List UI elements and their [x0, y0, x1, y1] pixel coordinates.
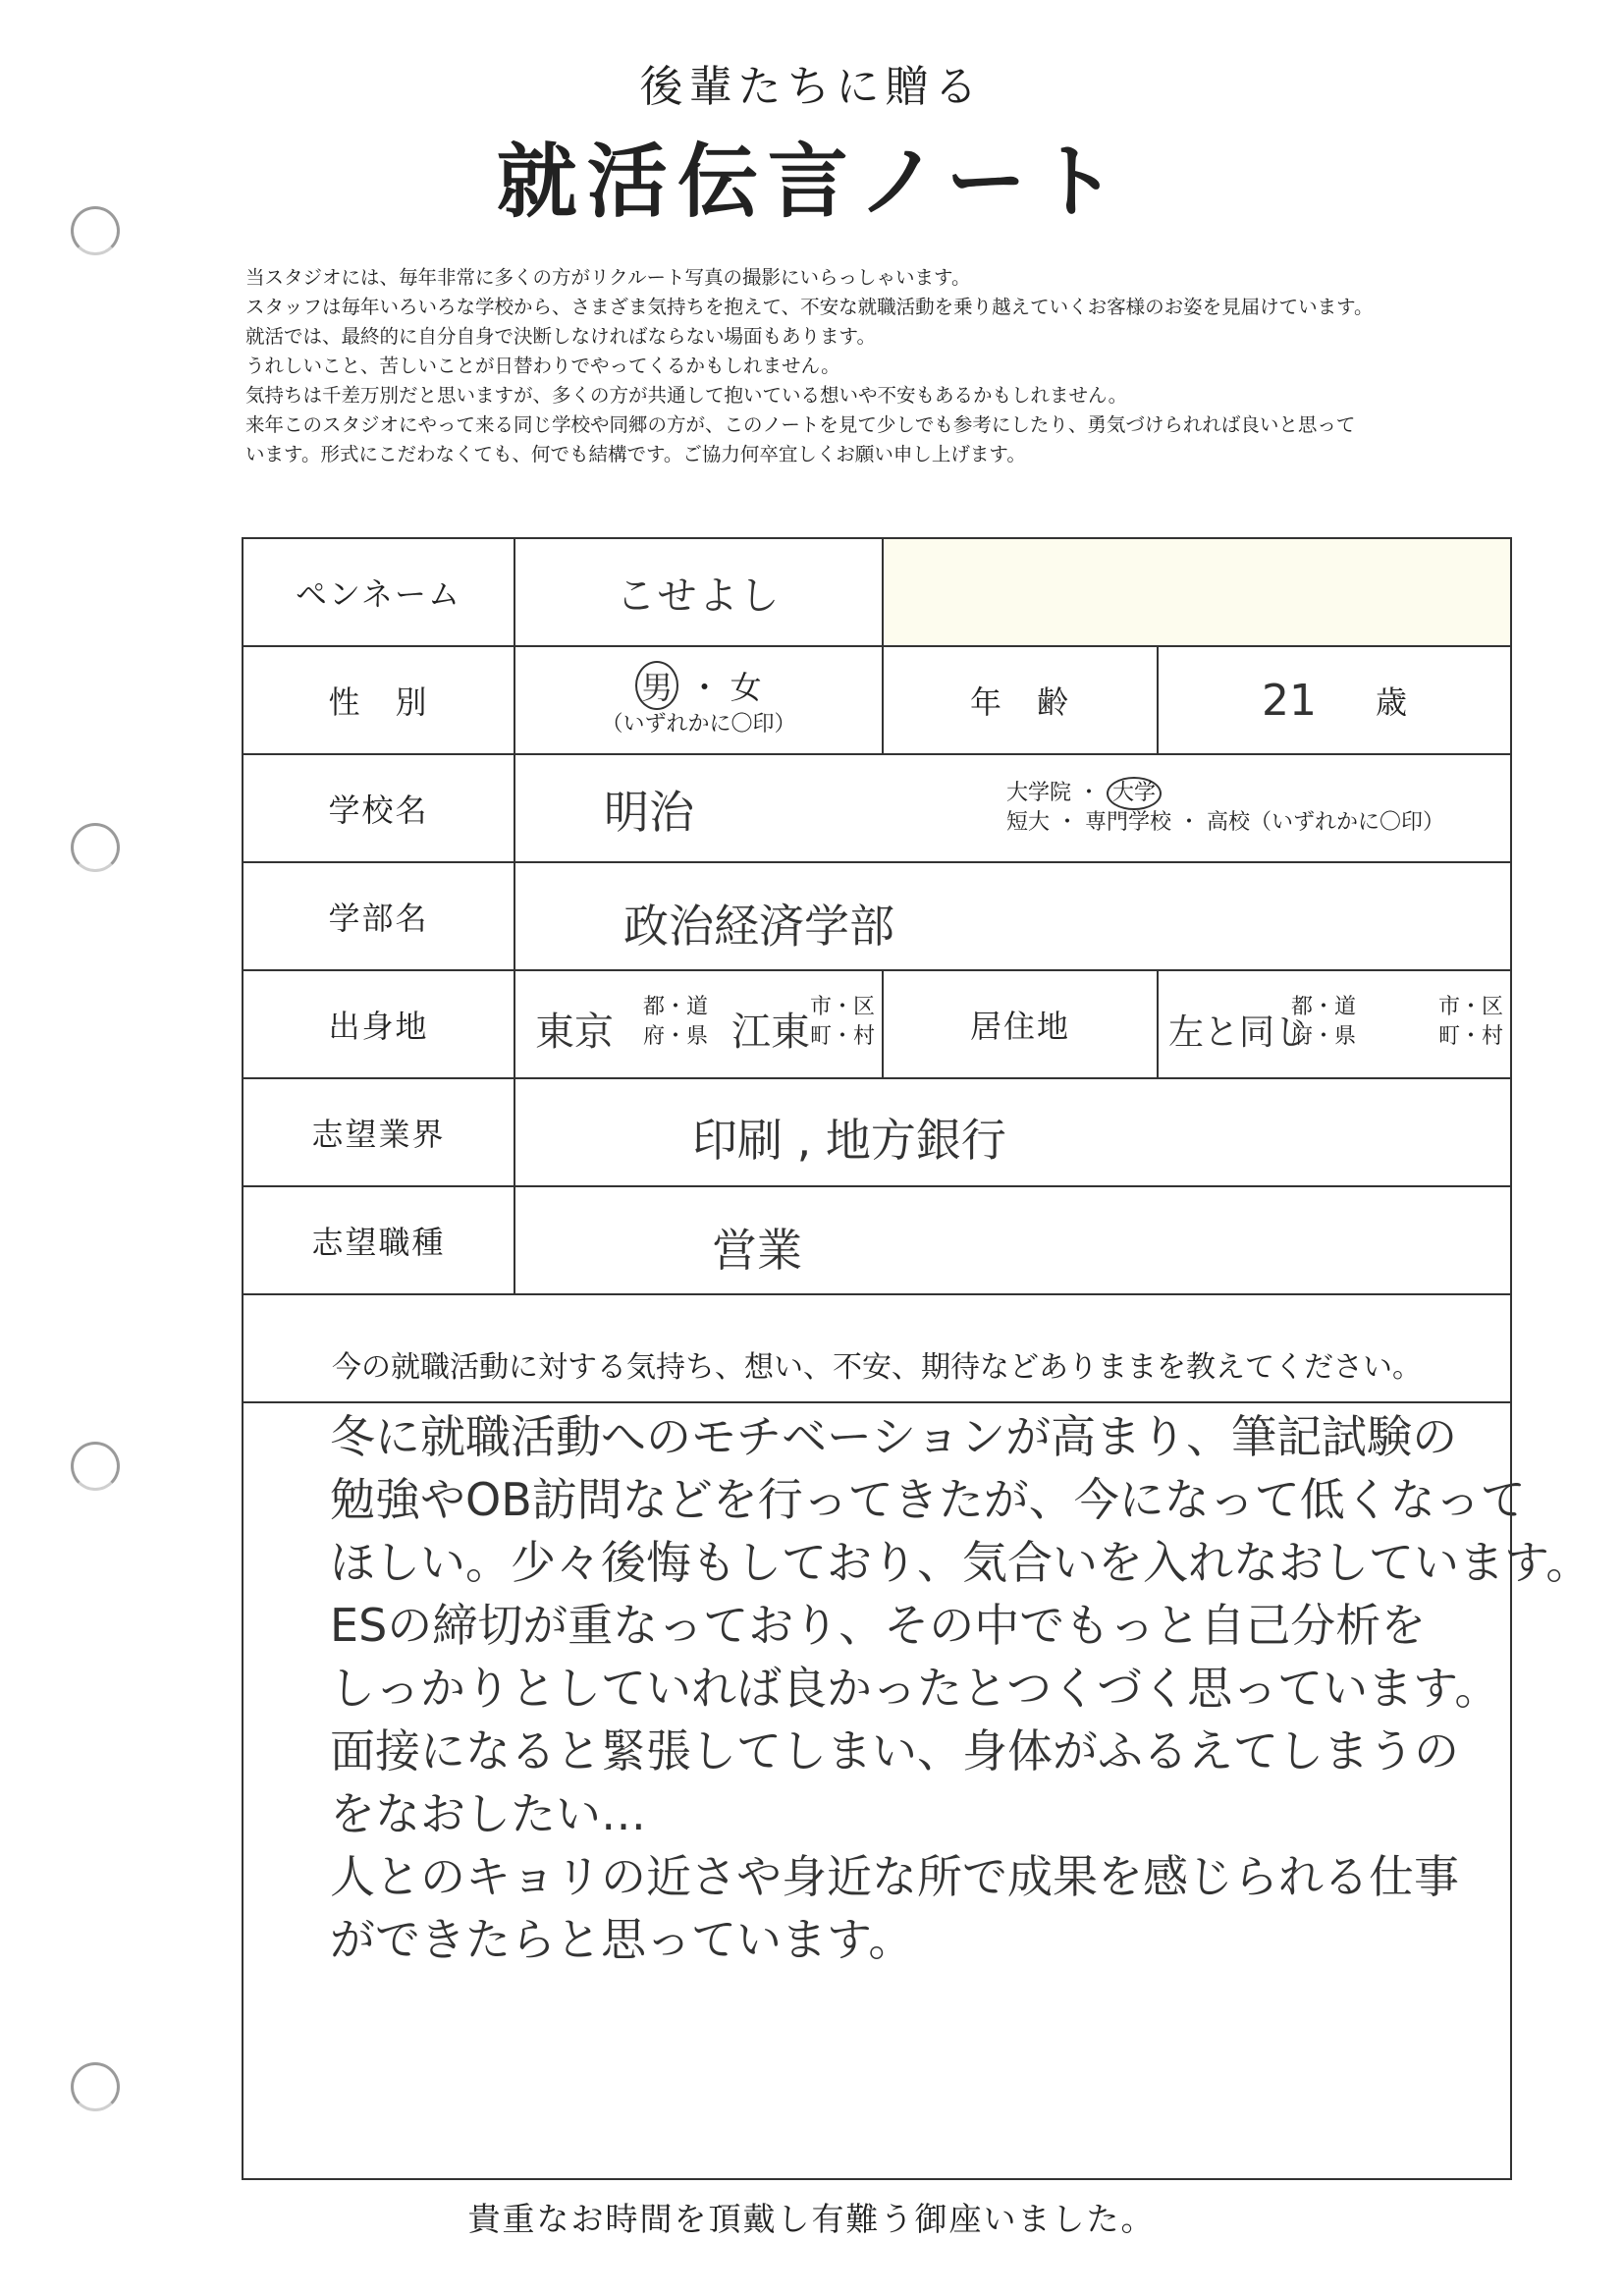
school-label: 学校名 — [328, 792, 429, 829]
school-type-line2: 短大 ・ 専門学校 ・ 高校（いずれかに〇印） — [1006, 810, 1444, 835]
row-gender-age — [243, 647, 1510, 755]
job-value: 営業 — [514, 1187, 1510, 1293]
industry-value: 印刷 , 地方銀行 — [514, 1079, 1510, 1185]
pen-name-label: ペンネーム — [295, 575, 462, 613]
residence-city-units — [1438, 993, 1503, 1052]
city-units-bottom: 町・村 — [1438, 1024, 1504, 1049]
redacted-field — [882, 539, 1510, 645]
row-job — [243, 1187, 1510, 1295]
age-unit: 歳 — [1375, 683, 1407, 721]
school-type-university-circled: 大学 — [1107, 777, 1162, 810]
age-number: 21 — [1261, 675, 1317, 726]
pref-units-top: 都・道 — [643, 995, 709, 1019]
pref-units — [643, 993, 708, 1052]
essay-line: しっかりとしていれば良かったとつくづく思っています。 — [330, 1662, 1500, 1715]
residence-label: 居住地 — [882, 971, 1157, 1077]
row-faculty — [243, 863, 1510, 971]
pref-units-bottom: 府・県 — [1291, 1024, 1357, 1049]
gender-label: 性 別 — [328, 683, 429, 721]
essay-line: ほしい。少々後悔もしており、気合いを入れなおしています。 — [330, 1536, 1592, 1589]
essay-answer — [330, 1405, 1592, 1971]
essay-line: 冬に就職活動へのモチベーションが高まり、筆記試験の — [330, 1410, 1458, 1463]
row-school — [243, 755, 1510, 863]
hometown-prefecture: 東京 — [535, 1010, 614, 1055]
intro-line: 就活では、最終的に自分自身で決断しなければならない場面もあります。 — [245, 325, 876, 348]
row-industry — [243, 1079, 1510, 1187]
gender-value — [514, 647, 882, 753]
intro-line: スタッフは毎年いろいろな学校から、さまざま気持ちを抱えて、不安な就職活動を乗り越えていくお客様のお姿を見届けています。 — [245, 296, 1374, 318]
city-units — [810, 993, 875, 1052]
essay-question: 今の就職活動に対する気持ち、想い、不安、期待などありままを教えてください。 — [332, 1350, 1422, 1385]
essay-line: 人とのキョリの近さや身近な所で成果を感じられる仕事 — [330, 1850, 1459, 1903]
school-value-cell — [514, 755, 1510, 861]
gender-separator: ・ — [688, 669, 721, 706]
intro-text — [245, 263, 1581, 469]
city-units-top: 市・区 — [810, 995, 876, 1019]
industry-label: 志望業界 — [311, 1116, 446, 1153]
age-value — [1157, 647, 1510, 753]
intro-line: 当スタジオには、毎年非常に多くの方がリクルート写真の撮影にいらっしゃいます。 — [245, 266, 971, 289]
page-subtitle: 後輩たちに贈る — [639, 62, 984, 112]
footer-thanks: 貴重なお時間を頂戴し有難う御座いました。 — [467, 2200, 1156, 2238]
gender-male-circled: 男 — [635, 661, 678, 710]
binder-hole — [71, 2062, 120, 2111]
questionnaire-form — [242, 537, 1592, 2180]
gender-note: （いずれかに〇印） — [601, 712, 796, 737]
school-type-graduate: 大学院 — [1006, 781, 1072, 805]
binder-hole — [71, 823, 120, 872]
essay-line: をなおしたい… — [330, 1787, 646, 1840]
intro-line: うれしいこと、苦しいことが日替わりでやってくるかもしれません。 — [245, 355, 840, 377]
residence-value: 左と同じ — [1168, 1012, 1311, 1053]
essay-line: 勉強やOB訪問などを行ってきたが、今になって低くなって — [330, 1473, 1526, 1526]
pen-name-value: こせよし — [514, 539, 882, 645]
gender-female: 女 — [730, 669, 762, 706]
residence-pref-units — [1291, 993, 1356, 1052]
hometown-city: 江東 — [731, 1010, 810, 1055]
age-label: 年 齢 — [882, 647, 1157, 753]
school-name: 明治 — [604, 786, 694, 839]
school-type-line1 — [1006, 777, 1162, 810]
pref-units-bottom: 府・県 — [643, 1024, 709, 1049]
page-title: 就活伝言ノート — [496, 136, 1127, 229]
essay-line: ESの締切が重なっており、その中でもっと自己分析を — [330, 1599, 1427, 1652]
city-units-top: 市・区 — [1438, 995, 1504, 1019]
faculty-value: 政治経済学部 — [514, 863, 1510, 969]
binder-hole — [71, 1442, 120, 1491]
essay-line: ができたらと思っています。 — [330, 1913, 914, 1966]
city-units-bottom: 町・村 — [810, 1024, 876, 1049]
faculty-label: 学部名 — [328, 900, 429, 937]
job-label: 志望職種 — [311, 1224, 446, 1261]
intro-line: います。形式にこだわなくても、何でも結構です。ご協力何卒宜しくお願い申し上げます。 — [245, 443, 1026, 465]
residence-value-cell — [1157, 971, 1510, 1077]
hometown-label: 出身地 — [328, 1008, 429, 1045]
school-type-separator: ・ — [1078, 781, 1101, 805]
pref-units-top: 都・道 — [1291, 995, 1357, 1019]
row-hometown-residence — [243, 971, 1510, 1079]
essay-divider — [243, 1401, 1510, 1403]
intro-line: 気持ちは千差万別だと思いますが、多くの方が共通して抱いている想いや不安もあるかもしれません。 — [245, 384, 1128, 407]
row-pen-name — [243, 539, 1510, 647]
intro-line: 来年このスタジオにやって来る同じ学校や同郷の方が、このノートを見て少しでも参考にしたり、勇気づけられれば良いと思って — [245, 413, 1356, 436]
hometown-value-cell — [514, 971, 882, 1077]
essay-line: 面接になると緊張してしまい、身体がふるえてしまうの — [330, 1724, 1459, 1777]
